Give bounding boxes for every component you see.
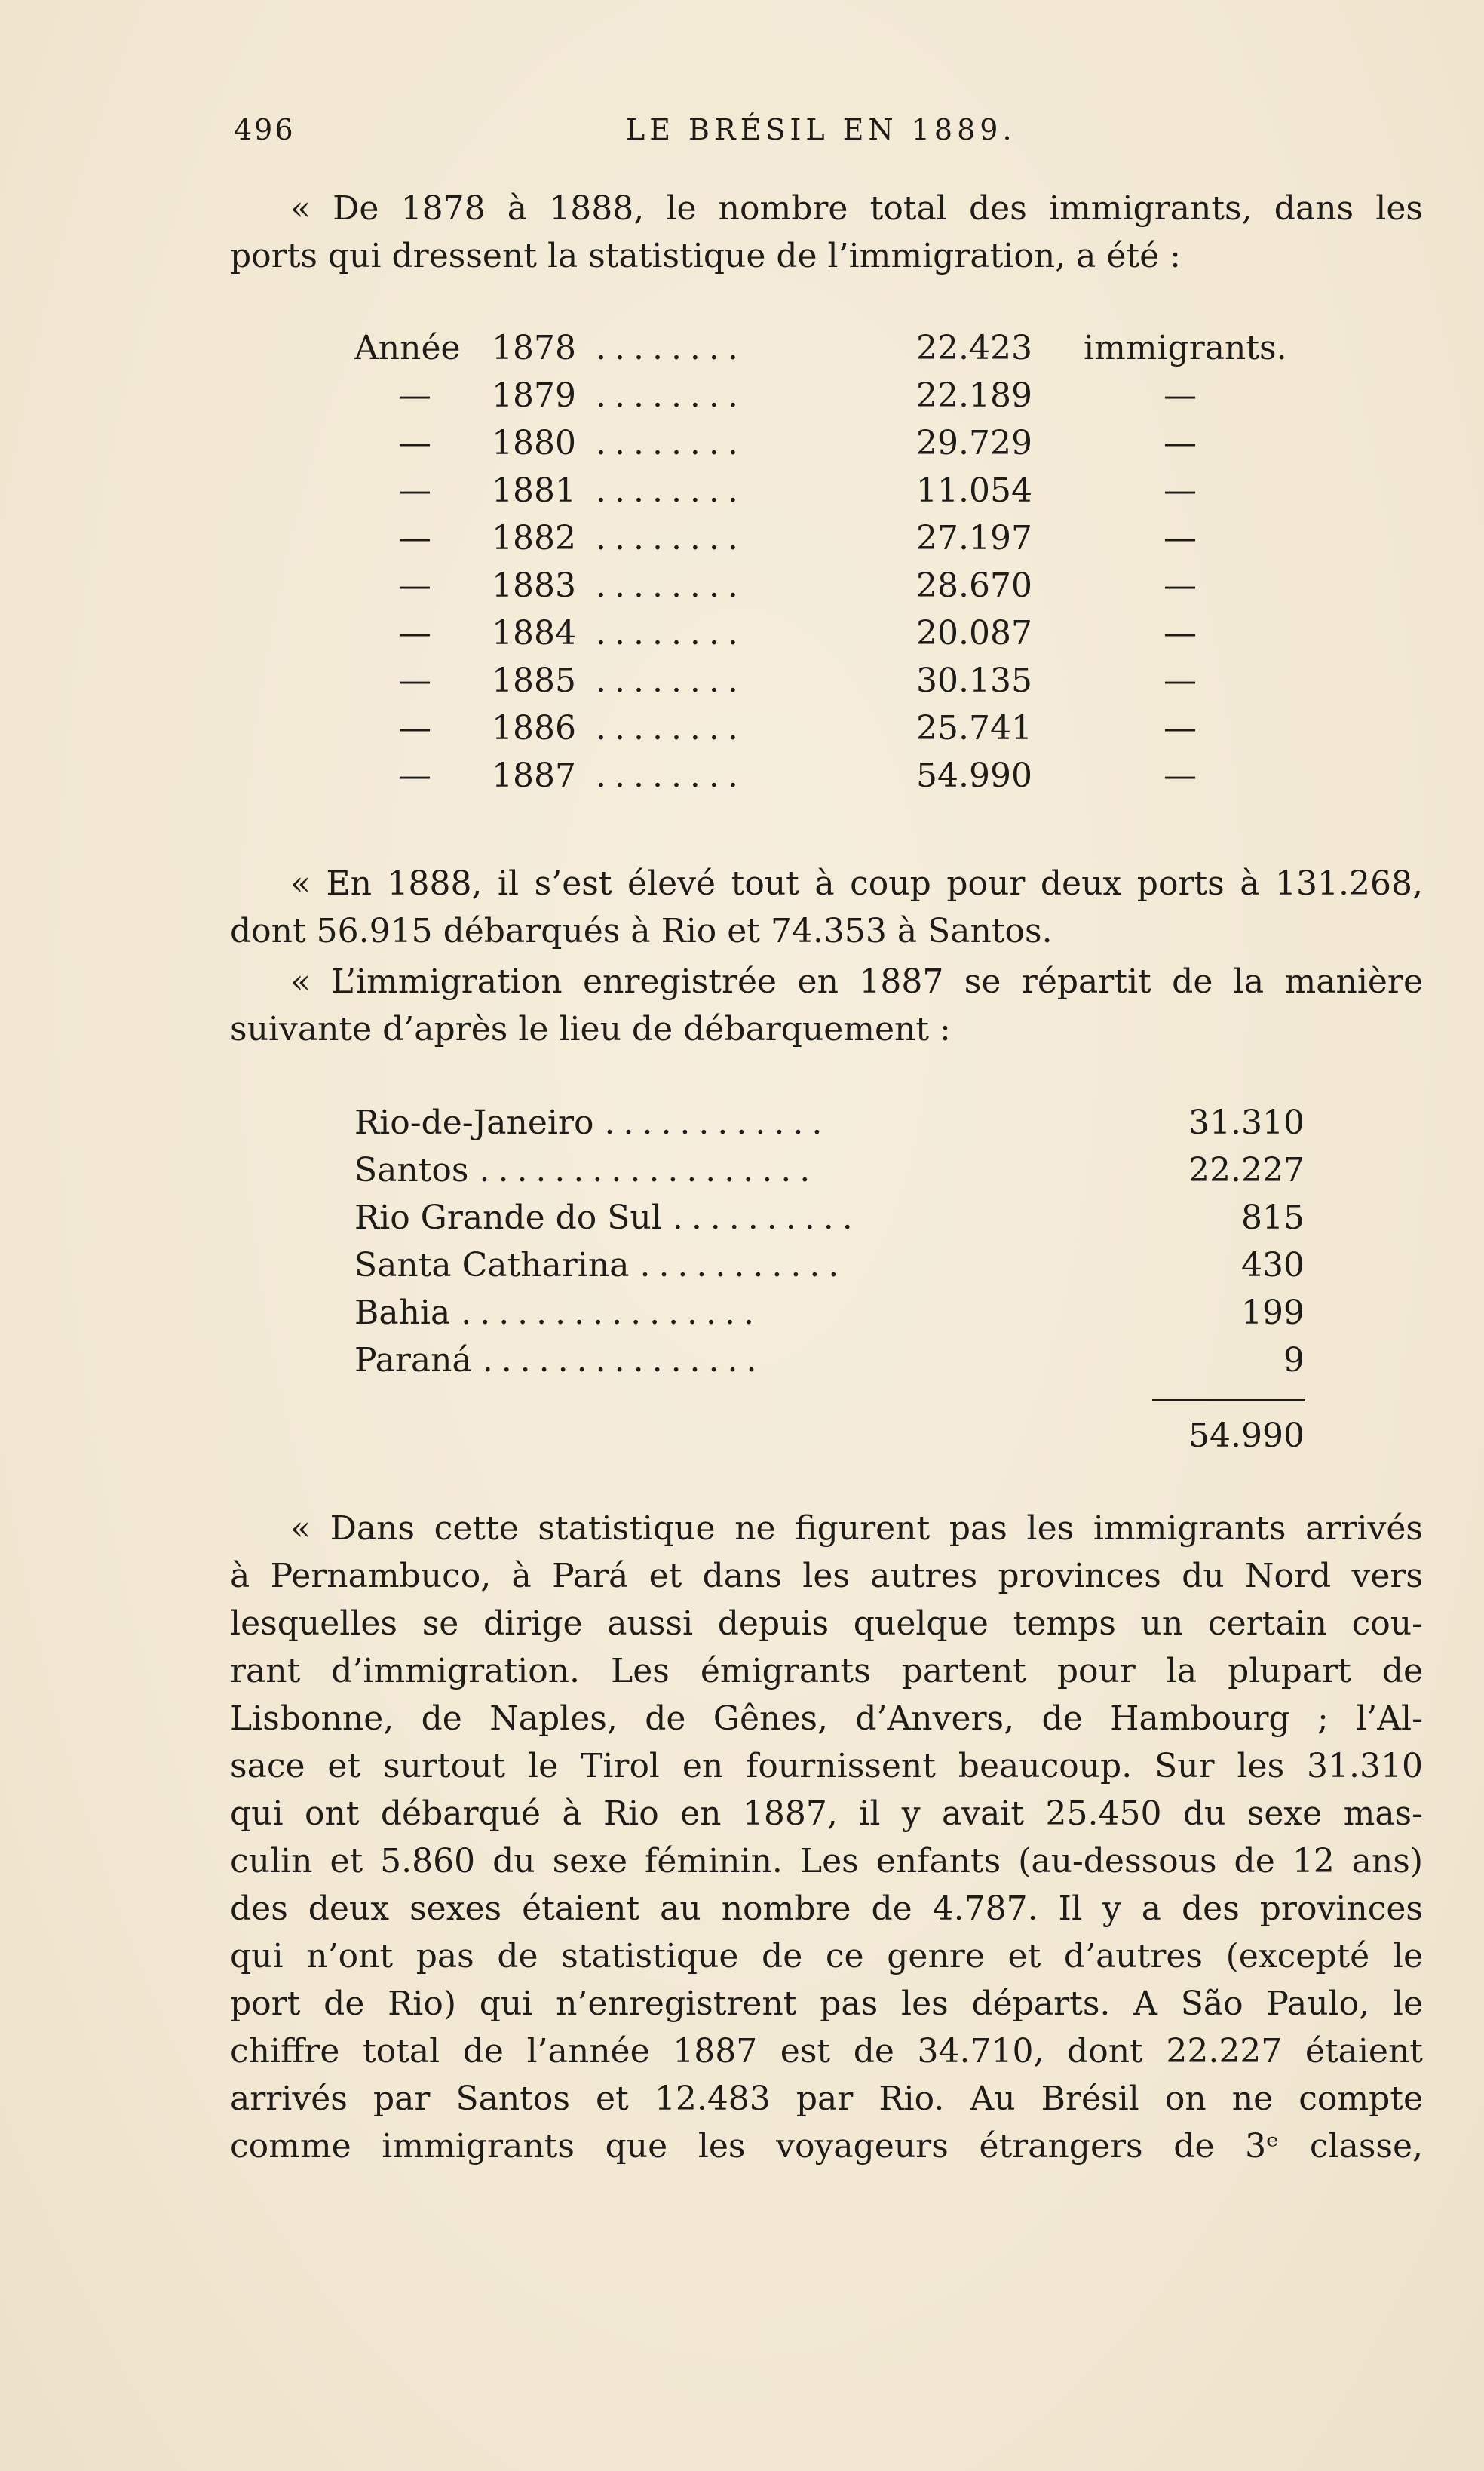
port-label (354, 1099, 1108, 1146)
text-line: « En 1888, il s’est élevé tout à coup pour deux ports à 131.268, (290, 864, 1423, 903)
ditto-dash: — (398, 519, 431, 557)
port-row (0, 1242, 1484, 1289)
ditto-dash: — (398, 471, 431, 510)
ditto-dash: — (398, 424, 431, 462)
leader-dots: ........ (596, 471, 747, 510)
text-line: qui n’ont pas de statistique de ce genre et d’autres (excepté le (230, 1937, 1423, 1975)
year-row (0, 752, 1484, 800)
immigrant-count: 22.189 (916, 376, 1032, 415)
port-label (354, 1146, 1108, 1194)
immigrant-count: 11.054 (916, 471, 1032, 510)
leader-dots: ........ (596, 424, 747, 462)
year-row (0, 372, 1484, 419)
port-name: Bahia (354, 1294, 451, 1332)
leader-dots: ............... (482, 1341, 765, 1380)
port-name: Santos (354, 1151, 469, 1189)
year-row (0, 324, 1484, 372)
ditto-dash: — (1164, 519, 1197, 557)
year-row (0, 609, 1484, 657)
text-line: des deux sexes étaient au nombre de 4.787. Il y a des provinces (230, 1889, 1423, 1928)
text-line: « L’immigration enregistrée en 1887 se répartit de la manière (290, 962, 1423, 1001)
year-value: 1879 (492, 376, 576, 415)
text-line: ports qui dressent la statistique de l’immigration, a été : (230, 237, 1181, 275)
port-label (354, 1289, 1108, 1337)
year-row (0, 419, 1484, 467)
port-count: 22.227 (1188, 1151, 1305, 1189)
port-name: Rio Grande do Sul (354, 1199, 662, 1237)
year-value: 1881 (492, 471, 576, 510)
leader-dots: ................ (461, 1294, 762, 1332)
port-count: 31.310 (1188, 1104, 1305, 1142)
text-line: arrivés par Santos et 12.483 par Rio. Au Brésil on ne compte (230, 2080, 1423, 2118)
leader-dots: .......... (672, 1199, 861, 1237)
ditto-dash: — (398, 566, 431, 605)
paragraph-repartition (230, 958, 1423, 1053)
ditto-dash: — (1164, 566, 1197, 605)
text-line: port de Rio) qui n’enregistrent pas les départs. A São Paulo, le (230, 1984, 1423, 2023)
year-value: 1886 (492, 709, 576, 747)
port-label (354, 1337, 1108, 1384)
immigrant-count: 20.087 (916, 614, 1032, 652)
text-line: Lisbonne, de Naples, de Gênes, d’Anvers, de Hambourg ; l’Al- (230, 1699, 1423, 1738)
text-line: « Dans cette statistique ne figurent pas les immigrants arrivés (290, 1509, 1423, 1548)
leader-dots: .................. (479, 1151, 819, 1189)
leader-dots: ........ (596, 757, 747, 795)
year-value: 1884 (492, 614, 576, 652)
ditto-dash: — (1164, 614, 1197, 652)
year-row (0, 467, 1484, 514)
port-row (0, 1099, 1484, 1146)
port-count: 9 (1283, 1341, 1305, 1380)
port-row (0, 1289, 1484, 1337)
ditto-dash: — (1164, 376, 1197, 415)
port-name: Rio-de-Janeiro (354, 1104, 594, 1142)
ditto-dash: — (1164, 424, 1197, 462)
immigrant-count: 54.990 (916, 757, 1032, 795)
year-value: 1878 (492, 329, 576, 367)
immigrant-count: 28.670 (916, 566, 1032, 605)
leader-dots: ........ (596, 519, 747, 557)
leader-dots: ........ (596, 614, 747, 652)
port-count: 430 (1241, 1246, 1305, 1285)
text-line: qui ont débarqué à Rio en 1887, il y avait 25.450 du sexe mas- (230, 1794, 1423, 1833)
text-line: rant d’immigration. Les émigrants partent pour la plupart de (230, 1652, 1423, 1690)
sum-rule (1152, 1399, 1305, 1401)
ports-total: 54.990 (1188, 1417, 1305, 1455)
immigrant-count: 29.729 (916, 424, 1032, 462)
year-row (0, 657, 1484, 704)
leader-dots: ........... (639, 1246, 848, 1285)
immigrant-count: 30.135 (916, 661, 1032, 700)
text-line: chiffre total de l’année 1887 est de 34.710, dont 22.227 étaient (230, 2032, 1423, 2070)
page-number: 496 (234, 113, 296, 146)
immigrant-count: 22.423 (916, 329, 1032, 367)
text-line: culin et 5.860 du sexe féminin. Les enfants (au-dessous de 12 ans) (230, 1842, 1423, 1880)
paragraph-final (230, 1505, 1423, 2170)
year-value: 1882 (492, 519, 576, 557)
year-value: 1885 (492, 661, 576, 700)
text-line: lesquelles se dirige aussi depuis quelque temps un certain cou- (230, 1604, 1423, 1643)
leader-dots: ........ (596, 329, 747, 367)
port-row (0, 1146, 1484, 1194)
paragraph-1888 (230, 860, 1423, 955)
running-title: LE BRÉSIL EN 1889. (626, 113, 1016, 146)
year-row (0, 514, 1484, 562)
year-label: Année (354, 329, 461, 367)
year-row (0, 562, 1484, 609)
port-label (354, 1194, 1108, 1242)
immigrant-count: 25.741 (916, 709, 1032, 747)
ditto-dash: — (1164, 661, 1197, 700)
leader-dots: ........ (596, 661, 747, 700)
year-row (0, 704, 1484, 752)
ditto-dash: — (1164, 757, 1197, 795)
page-header (234, 113, 1418, 158)
ditto-dash: — (398, 376, 431, 415)
ditto-dash: — (398, 757, 431, 795)
port-count: 815 (1241, 1199, 1305, 1237)
leader-dots: ........ (596, 566, 747, 605)
year-value: 1883 (492, 566, 576, 605)
ditto-dash: — (398, 709, 431, 747)
intro-paragraph (230, 185, 1423, 280)
leader-dots: ........ (596, 709, 747, 747)
port-count: 199 (1241, 1294, 1305, 1332)
leader-dots: ........ (596, 376, 747, 415)
immigrant-count: 27.197 (916, 519, 1032, 557)
ditto-dash: — (398, 661, 431, 700)
year-value: 1887 (492, 757, 576, 795)
leader-dots: ............ (604, 1104, 831, 1142)
text-line: à Pernambuco, à Pará et dans les autres provinces du Nord vers (230, 1557, 1423, 1595)
text-line: suivante d’après le lieu de débarquement : (230, 1010, 951, 1048)
text-line: sace et surtout le Tirol en fournissent beaucoup. Sur les 31.310 (230, 1747, 1423, 1785)
port-label (354, 1242, 1108, 1289)
text-line: « De 1878 à 1888, le nombre total des immigrants, dans les (290, 189, 1423, 228)
ditto-dash: — (398, 614, 431, 652)
text-line: dont 56.915 débarqués à Rio et 74.353 à Santos. (230, 912, 1053, 950)
port-name: Paraná (354, 1341, 472, 1380)
port-row (0, 1194, 1484, 1242)
text-line: comme immigrants que les voyageurs étrangers de 3ᵉ classe, (230, 2127, 1423, 2166)
ditto-dash: — (1164, 709, 1197, 747)
port-row (0, 1337, 1484, 1384)
port-name: Santa Catharina (354, 1246, 630, 1285)
year-value: 1880 (492, 424, 576, 462)
ditto-dash: — (1164, 471, 1197, 510)
unit-label: immigrants. (1084, 329, 1287, 367)
